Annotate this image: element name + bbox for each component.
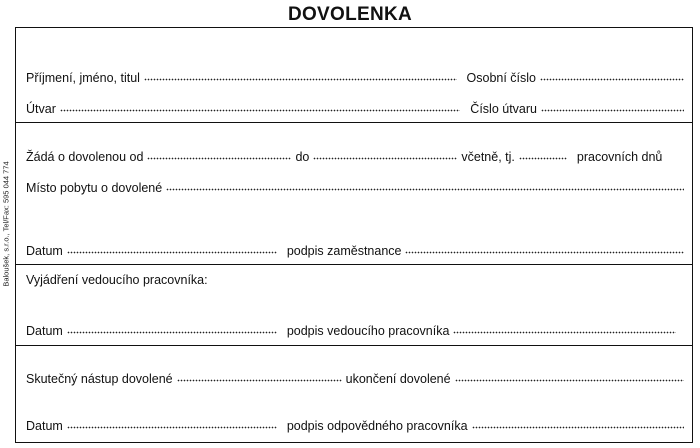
date-label: Datum	[26, 324, 63, 338]
department-number-label: Číslo útvaru	[470, 102, 537, 116]
employee-signature-field[interactable]	[405, 240, 684, 255]
leave-from-field[interactable]	[147, 146, 291, 161]
manager-signature-label: podpis vedoucího pracovníka	[286, 324, 450, 338]
surname-label: Příjmení, jméno, titul	[26, 71, 140, 85]
department-number-field[interactable]	[541, 98, 684, 113]
surname-field[interactable]	[144, 67, 457, 82]
date-field[interactable]	[67, 320, 277, 335]
manager-signature-field[interactable]	[453, 320, 676, 335]
employee-signature-label: podpis zaměstnance	[286, 244, 402, 258]
leave-to-label: do	[295, 150, 310, 164]
leave-form	[15, 27, 693, 443]
personal-number-label: Osobní číslo	[466, 71, 536, 85]
row-manager-signature	[26, 320, 684, 338]
row-manager-statement	[26, 273, 684, 287]
workdays-label: pracovních dnů	[576, 150, 663, 164]
row-employee-signature	[26, 240, 684, 258]
department-field[interactable]	[60, 98, 460, 113]
row-actual-leave	[26, 368, 684, 386]
divider-2	[16, 264, 692, 265]
days-count-field[interactable]	[519, 146, 567, 161]
date-label: Datum	[26, 419, 63, 433]
responsible-signature-field[interactable]	[472, 415, 684, 430]
department-label: Útvar	[26, 102, 56, 116]
residence-label: Místo pobytu o dovolené	[26, 181, 163, 195]
divider-3	[16, 345, 692, 346]
date-label: Datum	[26, 244, 63, 258]
leave-end-label: ukončení dovolené	[345, 372, 451, 386]
row-responsible-signature	[26, 415, 684, 433]
responsible-signature-label: podpis odpovědného pracovníka	[286, 419, 468, 433]
leave-end-field[interactable]	[455, 368, 684, 383]
manager-statement-label: Vyjádření vedoucího pracovníka:	[26, 273, 208, 287]
divider-1	[16, 122, 692, 123]
leave-from-label: Žádá o dovolenou od	[26, 150, 144, 164]
leave-start-label: Skutečný nástup dovolené	[26, 372, 173, 386]
personal-number-field[interactable]	[540, 67, 684, 82]
inclusive-label: včetně, tj.	[461, 150, 515, 164]
date-field[interactable]	[67, 415, 277, 430]
date-field[interactable]	[67, 240, 277, 255]
row-name	[26, 67, 684, 85]
leave-start-field[interactable]	[177, 368, 342, 383]
leave-to-field[interactable]	[313, 146, 457, 161]
form-title: DOVOLENKA	[287, 4, 413, 25]
residence-field[interactable]	[166, 177, 684, 192]
row-residence	[26, 177, 684, 195]
publisher-imprint-text: Baloušek, s.r.o., Tel/Fax: 595 044 774	[1, 161, 11, 287]
row-department	[26, 98, 684, 116]
row-leave-period	[26, 146, 684, 164]
